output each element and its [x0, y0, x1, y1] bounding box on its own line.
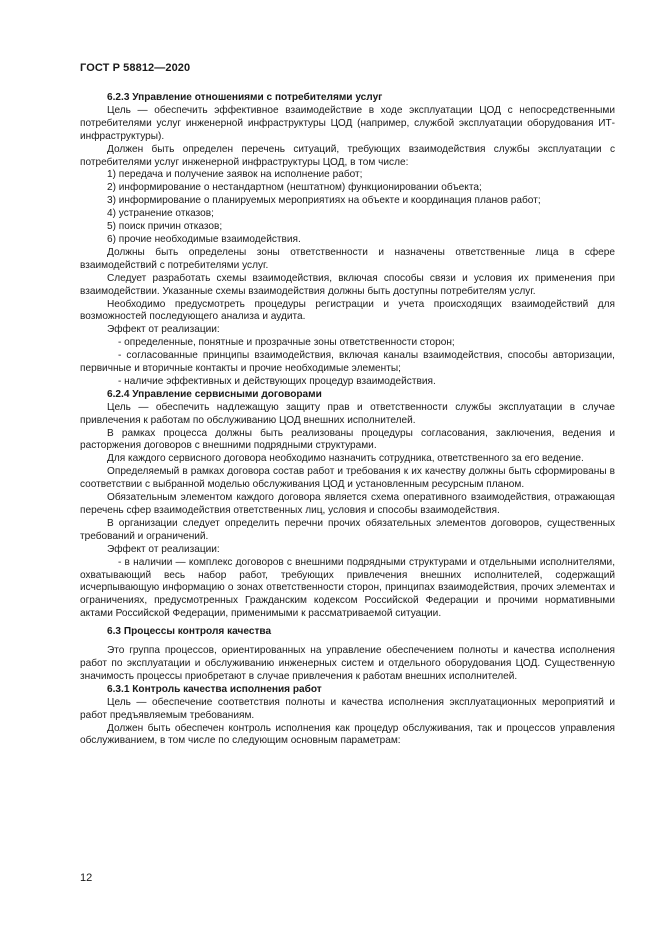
paragraph: Должен быть обеспечен контроль исполнения как процедур обслуживания, так и процессов управления обслуживанием, в том числе по следующим основным параметрам: — [80, 722, 615, 747]
list-item: 5) поиск причин отказов; — [107, 221, 223, 233]
paragraph: В рамках процесса должны быть реализованы процедуры согласования, заключения, ведения и расторжения договоров с внешними подрядными структурами. — [80, 427, 615, 452]
paragraph: Для каждого сервисного договора необходимо назначить сотрудника, ответственного за его ведение. — [107, 453, 584, 465]
dash-list-item: - согласованные принципы взаимодействия, включая каналы взаимодействия, способы авторизации, первичные и вторичные контакты и прочие необходимые элементы; — [80, 350, 615, 375]
dash-list-item: - в наличии — комплекс договоров с внешними подрядными структурами и отдельными исполнителями, охватывающий весь набор работ, требующих привлечения внешних исполнителей, содержащий исчерпывающую информацию о зонах ответственности сторон, принципах взаимодействия, прочих элементах и ограничениях, предусмотренных Гражданским кодексом Российской Федерации и прочими нормативными актами Российской Федерации, применимыми к рассматриваемой ситуации. — [80, 556, 615, 620]
paragraph: Необходимо предусмотреть процедуры регистрации и учета происходящих взаимодействий для возможностей последующего анализа и аудита. — [80, 298, 615, 323]
page-number: 12 — [80, 872, 93, 884]
paragraph: В организации следует определить перечни прочих обязательных элементов договоров, существенных требований и ограничений. — [80, 517, 615, 542]
paragraph: Определяемый в рамках договора состав работ и требования к их качеству должны быть сформированы в соответствии с выбранной моделью обслуживания ЦОД и установленным ресурсным планом. — [80, 466, 615, 491]
paragraph: Эффект от реализации: — [107, 324, 220, 336]
dash-list-item: - наличие эффективных и действующих процедур взаимодействия. — [118, 375, 436, 387]
subsection-heading: 6.2.4 Управление сервисными договорами — [107, 388, 322, 400]
paragraph: Цель — обеспечение соответствия полноты и качества исполнения эксплуатационных мероприятий и работ предъявляемым требованиям. — [80, 696, 615, 721]
subsection-heading: 6.3.1 Контроль качества исполнения работ — [107, 683, 322, 695]
list-item: 2) информирование о нестандартном (нештатном) функционировании объекта; — [107, 182, 482, 194]
list-item: 6) прочие необходимые взаимодействия. — [107, 233, 301, 245]
list-item: 4) устранение отказов; — [107, 208, 214, 220]
paragraph: Эффект от реализации: — [107, 543, 220, 555]
list-item: 3) информирование о планируемых мероприятиях на объекте и координация планов работ; — [107, 195, 541, 207]
paragraph: Обязательным элементом каждого договора является схема оперативного взаимодействия, отражающая перечень сфер взаимодействия ответственных лиц, условия и способы взаимодействия. — [80, 492, 615, 516]
paragraph: Должны быть определены зоны ответственности и назначены ответственные лица в сфере взаимодействий с потребителями услуг. — [80, 246, 615, 271]
section-heading: 6.3 Процессы контроля качества — [107, 626, 272, 638]
paragraph: Следует разработать схемы взаимодействия, включая способы связи и условия их применения при взаимодействии. Указанные схемы взаимодействия должны быть доступны потребителям услуг. — [80, 272, 615, 297]
paragraph: Цель — обеспечить эффективное взаимодействие в ходе эксплуатации ЦОД с непосредственными потребителями услуг инженерной инфраструктуры ЦОД (например, службой эксплуатации оборудования ИТ-инфраструктуры). — [80, 104, 615, 142]
paragraph: Цель — обеспечить надлежащую защиту прав и ответственности службы эксплуатации в случае привлечения к работам по обслуживанию ЦОД внешних исполнителей. — [80, 401, 615, 426]
list-item: 1) передача и получение заявок на исполнение работ; — [107, 169, 363, 181]
document-body — [80, 92, 615, 748]
dash-list-item: - определенные, понятные и прозрачные зоны ответственности сторон; — [118, 337, 455, 349]
paragraph: Это группа процессов, ориентированных на управление обеспечением полноты и качества исполнения работ по эксплуатации и обслуживанию инженерных систем и отдельного оборудования ЦОД. Существенную значимость процессы приобретают в случае привлечения к работам внешних исполнителей. — [80, 645, 615, 682]
document-header: ГОСТ Р 58812—2020 — [80, 62, 191, 74]
subsection-heading: 6.2.3 Управление отношениями с потребителями услуг — [107, 92, 383, 103]
paragraph: Должен быть определен перечень ситуаций, требующих взаимодействия службы эксплуатации с потребителями услуг инженерной инфраструктуры ЦОД, в том числе: — [80, 143, 615, 168]
